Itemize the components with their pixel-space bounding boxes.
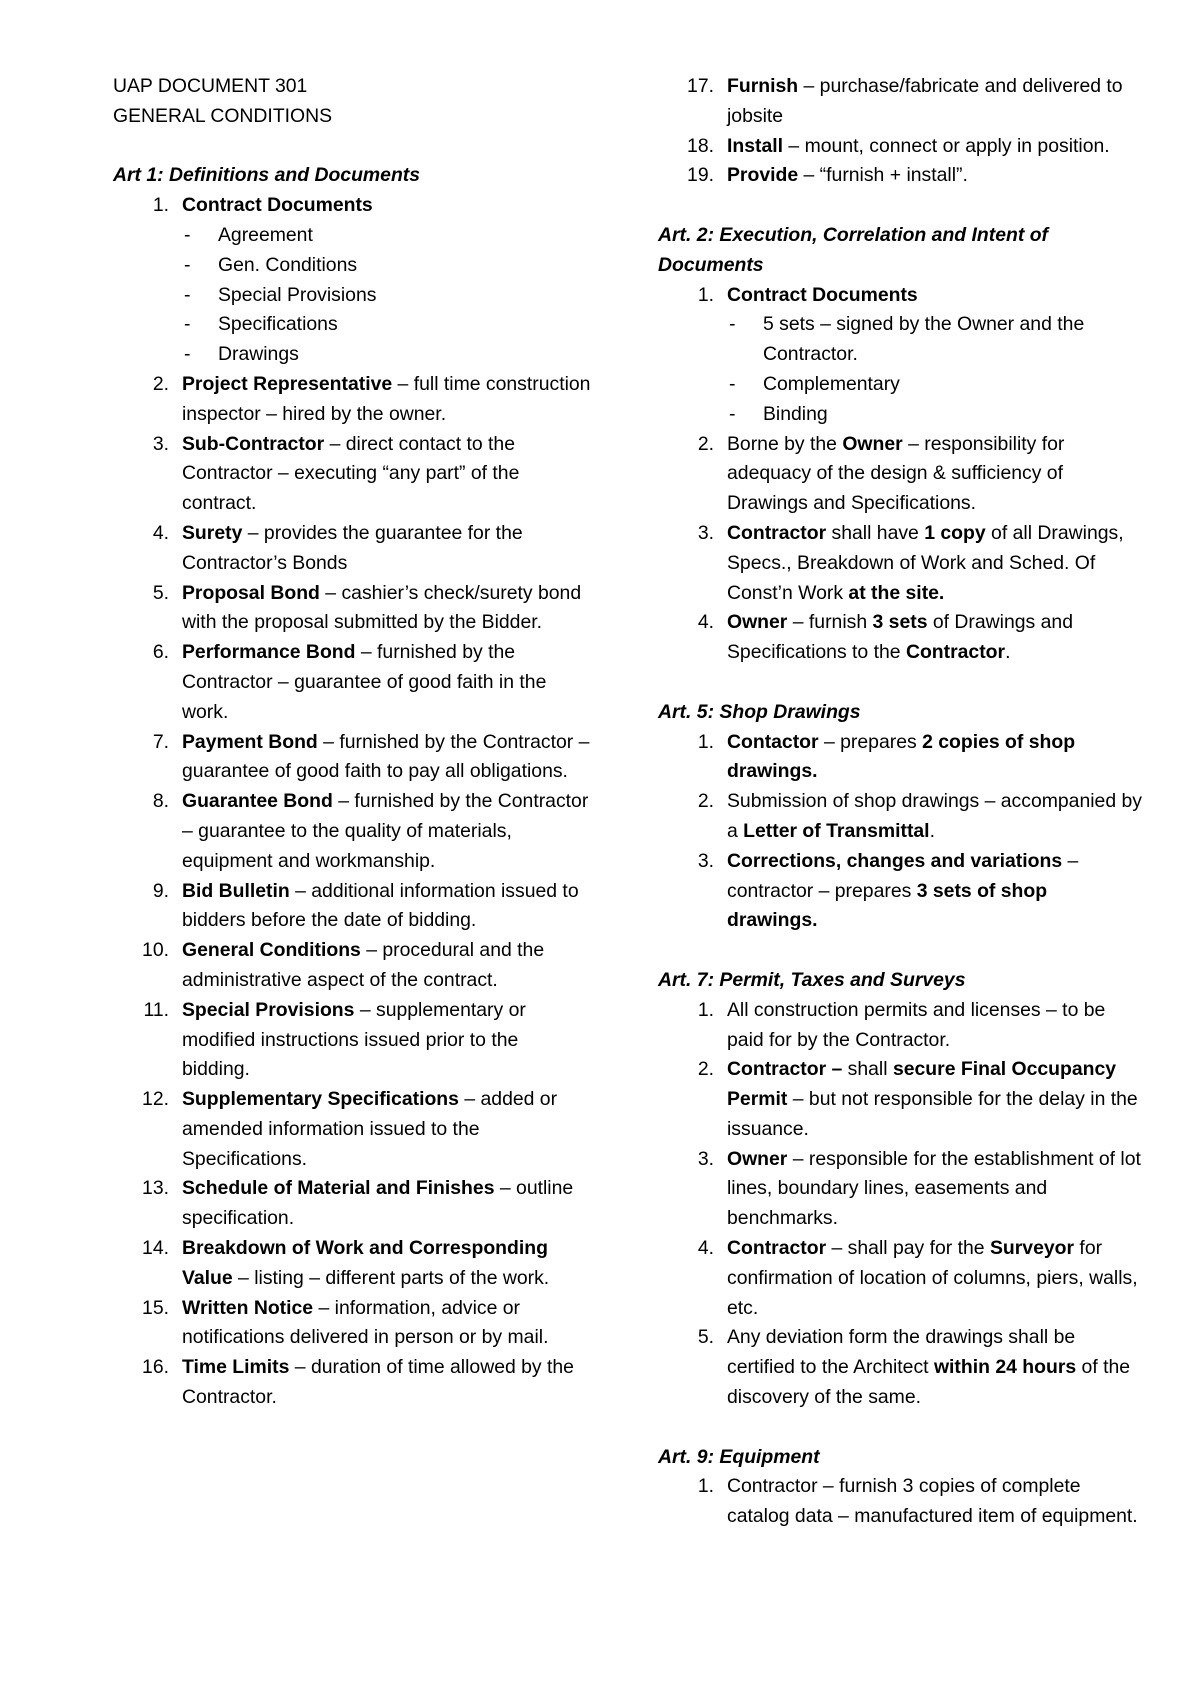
item-number: 8. [152,790,169,813]
item-number: 4. [697,1237,714,1260]
item-text [182,194,373,216]
list-item [113,1234,591,1294]
text-segment: of Drawings and Specifications to the [727,611,1073,664]
list-item [658,996,1142,1056]
item-text [182,731,589,783]
sub-list-item: - Binding [727,400,1142,430]
text-segment: – purchase/fabricate and delivered to jobsite [727,75,1123,127]
item-text [727,790,1142,842]
item-number: 2. [697,1058,714,1081]
text-segment: – but not responsible for the delay in the issuance. [727,1088,1138,1140]
list-item [658,728,1142,788]
list-item [658,1234,1142,1323]
text-segment: – shall pay for the [826,1237,990,1260]
sub-list-item: - Drawings [182,340,591,370]
bold-term: Supplementary Specifications [182,1088,459,1111]
item-text [727,1475,1138,1527]
list-item [658,1055,1142,1144]
text-segment: of all Drawings, Specs., Breakdown of Work and Sched. Of Const’n Work [727,521,1124,604]
text-segment: – “furnish + install”. [798,164,968,187]
item-number: 6. [152,641,169,664]
text-segment: Contractor – furnish 3 copies of complete catalog data – manufactured item of equipment. [727,1475,1138,1528]
list-item [113,191,591,370]
document-subtitle: GENERAL CONDITIONS [113,104,333,127]
text-segment: of the discovery of the same. [727,1356,1131,1409]
numbered-list [113,191,591,1413]
item-number: 1. [697,730,714,753]
list-item [658,608,1142,668]
item-number: 15. [142,1296,169,1319]
text-segment: – mount, connect or apply in position. [783,134,1110,157]
item-number: 10. [142,939,169,962]
section-heading-art-5-shop-drawings: Art. 5: Shop Drawings [658,700,861,723]
bold-term: Contractor [727,521,827,544]
list-item [113,638,591,727]
bold-term: Contract Documents [727,283,918,306]
text-segment: – supplementary or modified instructions issued prior to the bidding. [182,998,526,1081]
bold-term: Performance Bond [182,641,356,664]
document-title: UAP DOCUMENT 301 [113,75,308,97]
item-number: 9. [152,879,169,902]
text-segment: – contractor – prepares [727,849,1079,902]
numbered-list [658,996,1142,1413]
bold-term: Sub-Contractor [182,432,325,455]
text-segment: Submission of shop drawings – accompanied by a [727,790,1142,842]
list-item [658,847,1142,936]
text-segment: shall have [826,521,925,544]
item-text [182,790,588,872]
item-text [727,731,1075,783]
item-text [182,433,519,515]
left-column [113,72,591,1413]
bold-term: 3 sets of shop drawings. [727,879,1048,932]
spacer [658,668,1142,698]
item-number: 18. [687,134,714,157]
text-segment: All construction permits and licenses – to be paid for by the Contractor. [727,998,1106,1051]
bold-term: Contractor [727,1237,827,1260]
item-number: 1. [697,998,714,1021]
item-number: 3. [697,1147,714,1170]
sub-list [182,221,591,370]
item-text [182,1297,548,1349]
bold-term: within 24 hours [933,1356,1077,1379]
bold-term: Special Provisions [182,998,355,1021]
bold-term: Contract Documents [182,194,373,217]
text-segment: – furnished by the Contractor – guarantee of good faith to pay all obligations. [182,730,590,783]
text-segment: for confirmation of location of columns, piers, walls, etc. [727,1237,1138,1319]
item-number: 3. [152,432,169,455]
text-segment: – responsibility for adequacy of the design & sufficiency of Drawings and Specifications. [727,432,1065,515]
text-segment: shall [847,1058,893,1081]
text-segment: – outline specification. [182,1177,574,1230]
list-item [658,430,1142,519]
item-text [182,880,579,932]
item-text [727,433,1064,515]
list-item [658,1472,1142,1532]
item-text [182,582,581,634]
text-segment: – cashier’s check/surety bond with the proposal submitted by the Bidder. [182,581,582,634]
item-text [727,611,1073,663]
bold-term: Provide [727,164,799,187]
item-number: 1. [697,1475,714,1498]
numbered-list [658,728,1142,937]
item-number: 11. [143,998,169,1021]
numbered-list [658,72,1142,191]
item-number: 17. [687,75,714,97]
item-text [182,641,546,723]
list-item [658,161,1142,191]
list-item [113,728,591,788]
bold-term: Schedule of Material and Finishes [182,1177,495,1200]
item-number: 3. [697,849,714,872]
text-segment: – full time construction inspector – hired by the owner. [182,372,591,425]
bold-term: Bid Bulletin [182,879,290,902]
bold-term: secure Final Occupancy Permit [727,1058,1117,1111]
text-segment: – direct contact to the Contractor – executing “any part” of the contract. [182,432,520,515]
item-text [727,135,1110,157]
bold-term: Contactor [727,730,819,753]
bold-term: Breakdown of Work and Corresponding Value [182,1237,548,1289]
bold-term: 1 copy [924,521,986,544]
text-segment: – additional information issued to bidders before the date of bidding. [182,879,579,932]
list-item [113,1353,591,1413]
item-text [727,850,1078,932]
item-number: 4. [697,611,714,634]
list-item [113,370,591,430]
item-number: 5. [152,581,169,604]
list-item [113,936,591,996]
item-number: 7. [152,730,169,753]
text-segment: – duration of time allowed by the Contractor. [182,1356,574,1409]
item-number: 5. [697,1326,714,1349]
spacer [658,936,1142,966]
item-text [727,164,968,186]
item-number: 1. [152,194,169,217]
bold-term: Owner [727,611,788,634]
bold-term: Payment Bond [182,730,318,753]
section-heading-art-2-execution-correlation-and-intent-o: Art. 2: Execution, Correlation and Intent of Documents [658,223,1048,276]
list-item [113,1294,591,1354]
item-text [727,999,1105,1051]
bold-term: Owner [727,1147,788,1170]
list-item [658,1323,1142,1412]
text-segment: Any deviation form the drawings shall be certified to the Architect [727,1326,1076,1379]
item-text [182,1088,557,1170]
list-item [113,430,591,519]
list-item [113,1174,591,1234]
item-text [727,1148,1141,1230]
spacer [113,132,591,162]
item-text [727,1326,1130,1408]
sub-list [727,310,1142,429]
bold-term: Surety [182,521,243,544]
bold-term: Corrections, changes and variations [727,849,1063,872]
text-segment: – listing – different parts of the work. [232,1266,550,1289]
bold-term: Letter of Transmittal [743,819,930,842]
item-text [182,939,544,991]
text-segment: . [929,819,935,842]
list-item [658,519,1142,608]
sub-list-item: - Specifications [182,310,591,340]
section-heading-art-1-definitions-and-documents: Art 1: Definitions and Documents [113,164,421,187]
spacer [658,1413,1142,1443]
list-item [113,1085,591,1174]
bold-term: Contractor – [727,1058,848,1081]
item-number: 13. [142,1177,169,1200]
list-item [113,579,591,639]
sub-list-item: - Complementary [727,370,1142,400]
numbered-list [658,1472,1142,1532]
bold-term: Furnish [727,75,799,97]
text-segment: – procedural and the administrative aspect of the contract. [182,939,545,991]
item-number: 2. [697,432,714,455]
item-number: 16. [142,1356,169,1379]
right-column [658,72,1142,1532]
text-segment: – responsible for the establishment of lot lines, boundary lines, easements and benchmarks. [727,1147,1141,1230]
bold-term: at the site. [848,581,945,604]
item-text [727,522,1124,604]
section-heading-art-9-equipment: Art. 9: Equipment [658,1445,820,1468]
item-text [727,1237,1138,1319]
item-number: 14. [142,1237,169,1260]
text-segment: – furnished by the Contractor – guarantee of good faith in the work. [182,641,547,723]
text-segment: – provides the guarantee for the Contractor’s Bonds [182,521,523,574]
item-number: 2. [152,372,169,395]
bold-term: 3 sets [872,611,928,634]
section-heading-art-7-permit-taxes-and-surveys: Art. 7: Permit, Taxes and Surveys [658,968,966,991]
text-segment: – furnished by the Contractor – guarantee to the quality of materials, equipment and workmanship. [182,790,589,872]
bold-term: Project Representative [182,372,393,395]
item-text [182,522,523,574]
item-number: 1. [697,283,714,306]
list-item [658,787,1142,847]
item-number: 3. [697,521,714,544]
text-segment: – furnish [787,611,873,634]
sub-list-item: - 5 sets – signed by the Owner and the Contractor. [727,310,1142,370]
sub-list-item: - Special Provisions [182,281,591,311]
sub-list-item: - Agreement [182,221,591,251]
bold-term: Written Notice [182,1296,314,1319]
item-text [182,1237,549,1289]
list-item [113,787,591,876]
text-segment: – added or amended information issued to the Specifications. [182,1088,558,1170]
sub-list-item: - Gen. Conditions [182,251,591,281]
bold-term: General Conditions [182,939,361,962]
item-number: 4. [152,521,169,544]
list-item [113,877,591,937]
bold-term: Proposal Bond [182,581,320,604]
text-segment: – information, advice or notifications delivered in person or by mail. [182,1296,549,1349]
bold-term: Time Limits [182,1356,290,1379]
item-text [182,373,590,425]
bold-term: Guarantee Bond [182,790,333,813]
list-item [658,132,1142,162]
bold-term: 2 copies of shop drawings. [727,730,1076,783]
list-item [658,72,1142,132]
item-text [182,999,526,1081]
item-text [182,1177,573,1229]
list-item [658,281,1142,430]
item-text [727,284,918,306]
bold-term: Contractor [905,641,1006,664]
item-number: 19. [687,164,714,187]
numbered-list [658,281,1142,668]
list-item [658,1145,1142,1234]
bold-term: Owner [842,432,903,455]
item-number: 12. [142,1088,169,1111]
item-text [182,1356,574,1408]
item-text [727,1058,1138,1140]
text-segment: Borne by the [727,432,843,455]
item-text [727,75,1123,127]
text-segment: . [1005,641,1011,664]
list-item [113,519,591,579]
bold-term: Install [727,134,784,157]
list-item [113,996,591,1085]
spacer [658,191,1142,221]
bold-term: Surveyor [989,1237,1075,1260]
text-segment: – prepares [818,730,923,753]
item-number: 2. [697,790,714,813]
